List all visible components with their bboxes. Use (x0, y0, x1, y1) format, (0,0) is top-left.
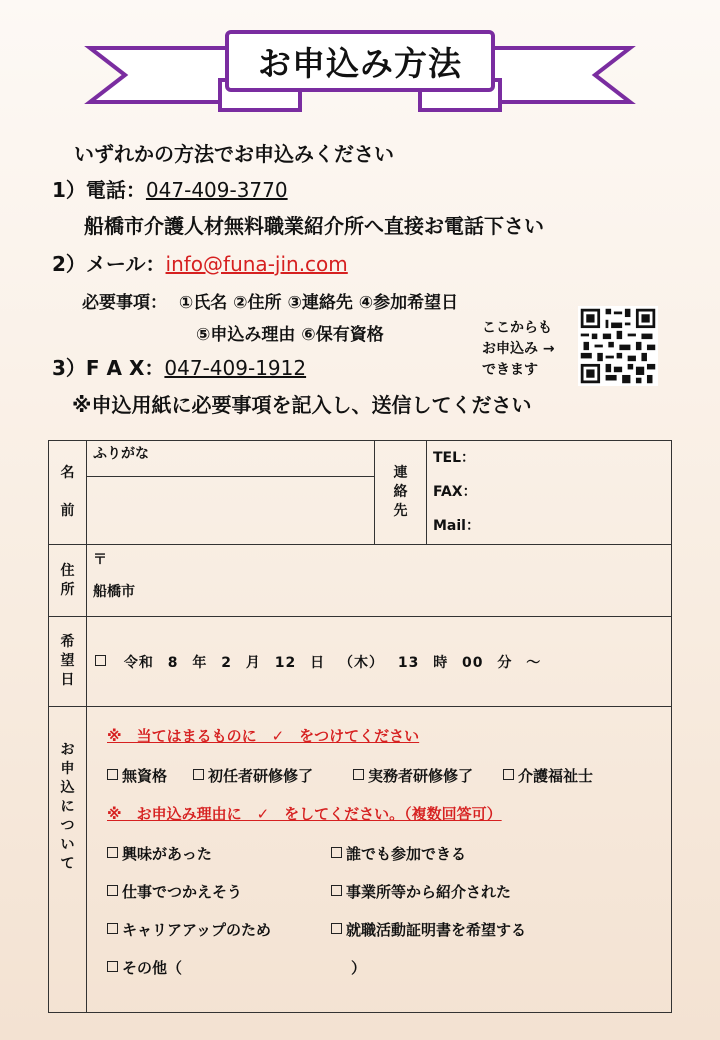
checkbox[interactable] (107, 885, 118, 896)
mail-field[interactable]: Mail： (433, 518, 480, 534)
checkbox[interactable] (107, 961, 118, 972)
qualification-option[interactable]: 実務者研修修了 (353, 765, 473, 786)
instruction-bullet: いずれかの方法でお申込みください (74, 142, 394, 166)
apply-cell (87, 707, 672, 1013)
phone-link[interactable]: 047-409-3770 (145, 178, 288, 202)
other-close-paren: ） (351, 959, 367, 977)
reason-option[interactable]: 仕事でつかえそう (107, 881, 242, 902)
contact-cell[interactable] (427, 441, 672, 545)
checkbox[interactable] (107, 923, 118, 934)
required-items-2: ⑤申込み理由 ⑥保有資格 (196, 325, 384, 345)
reason-option[interactable]: 就職活動証明書を希望する (331, 919, 526, 940)
date-option[interactable]: 令和 8 年 2 月 12 日 （木） 13 時 00 分 ～ (87, 617, 672, 707)
checkbox[interactable] (331, 847, 342, 858)
phone-line: 1）電話：047-409-3770 (52, 178, 288, 202)
name-label: 名 前 (49, 441, 87, 545)
page-title: お申込み方法 (225, 30, 495, 92)
application-form (48, 440, 672, 1013)
apply-label: お 申 込 に つ い て (49, 707, 87, 1013)
reason-option[interactable]: 誰でも参加できる (331, 843, 466, 864)
mail-link[interactable]: info@funa-jin.com (165, 252, 348, 276)
qualification-option[interactable]: 初任者研修修了 (193, 765, 313, 786)
qr-note: ここからも お申込み → できます (482, 320, 555, 378)
reason-option[interactable]: 興味があった (107, 843, 212, 864)
fax-line: 3）F A X：047-409-1912 (52, 356, 307, 380)
qualification-option[interactable]: 無資格 (107, 765, 167, 786)
checkbox[interactable] (331, 923, 342, 934)
checkbox[interactable] (353, 769, 364, 780)
qr-code-icon[interactable] (578, 306, 658, 386)
furigana-field[interactable]: ふりがな (87, 441, 374, 477)
fax-number: 047-409-1912 (164, 356, 307, 380)
reason-note: ※ お申込み理由に ✓ をしてください。（複数回答可） (107, 805, 502, 823)
reason-option[interactable]: キャリアアップのため (107, 919, 271, 940)
required-items: 必要事項： ①氏名 ②住所 ③連絡先 ④参加希望日 (82, 293, 459, 313)
postal-mark: 〒 (93, 552, 107, 568)
name-field[interactable] (87, 477, 374, 543)
qualification-note: ※ 当てはまるものに ✓ をつけてください (107, 727, 420, 745)
mail-line: 2）メール：info@funa-jin.com (52, 252, 348, 276)
apply-row (49, 707, 672, 1013)
qualification-option[interactable]: 介護福祉士 (503, 765, 593, 786)
checkbox[interactable] (95, 655, 106, 666)
fax-field[interactable]: FAX： (433, 484, 477, 500)
tel-field[interactable]: TEL： (433, 450, 476, 466)
fax-note: ※申込用紙に必要事項を記入し、送信してください (72, 393, 532, 417)
checkbox[interactable] (193, 769, 204, 780)
address-row (49, 545, 672, 617)
address-field[interactable] (87, 545, 672, 617)
checkbox[interactable] (331, 885, 342, 896)
contact-label: 連 絡 先 (375, 441, 427, 545)
reason-option[interactable]: 事業所等から紹介された (331, 881, 511, 902)
phone-note: 船橋市介護人材無料職業紹介所へ直接お電話下さい (84, 214, 544, 238)
checkbox[interactable] (107, 769, 118, 780)
date-row (49, 617, 672, 707)
name-row (49, 441, 672, 545)
reason-option-other[interactable]: その他（ (107, 957, 182, 978)
name-cell[interactable] (87, 441, 375, 545)
checkbox[interactable] (107, 847, 118, 858)
checkbox[interactable] (503, 769, 514, 780)
city-text: 船橋市 (93, 584, 135, 600)
date-label: 希 望 日 (49, 617, 87, 707)
address-label: 住 所 (49, 545, 87, 617)
